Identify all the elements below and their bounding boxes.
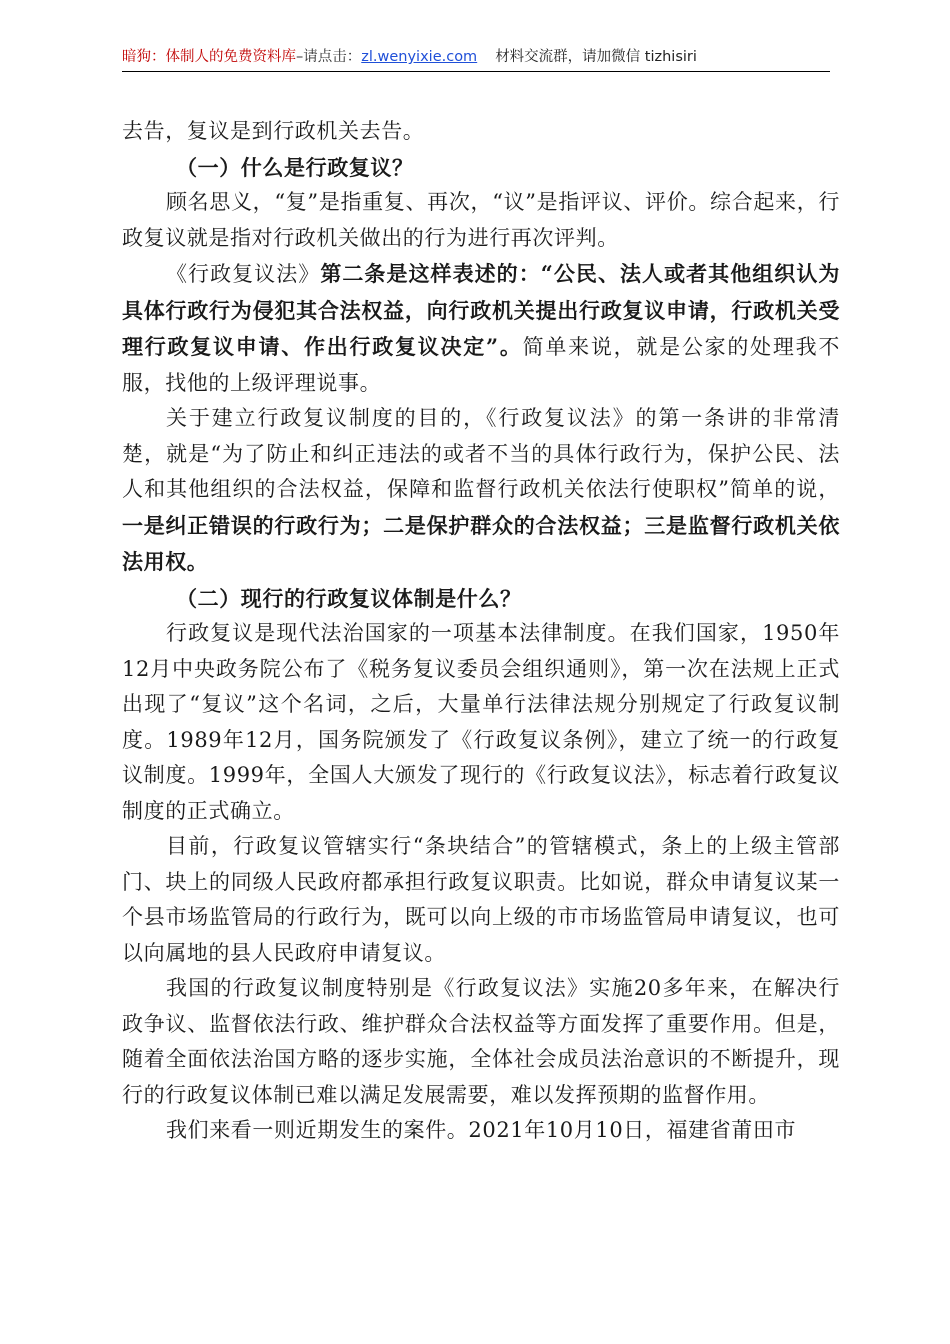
- section-heading-1: （一）什么是行政复议？: [176, 154, 414, 180]
- law-quote-bold: 第二条是这样表述的：“公民、法人或者其他组织认为具体行政行为侵犯其合法权益，向行政机关提出行政复议申请，行政机关受理行政复议申请、作出行政复议决定”。: [122, 261, 840, 359]
- page-header: [122, 44, 822, 70]
- law-title-text: 《行政复议法》: [166, 262, 321, 286]
- purpose-bold: 一是纠正错误的行政行为；二是保护群众的合法权益；三是监督行政机关依法用权。: [122, 512, 840, 574]
- document-body: [122, 114, 840, 1149]
- paragraph-purpose: [122, 401, 840, 581]
- paragraph-definition: 顾名思义，“复”是指重复、再次，“议”是指评议、评价。综合起来，行政复议就是指对行政机关做出的行为进行再次评判。: [122, 190, 840, 250]
- header-brand: 暗狗：体制人的免费资料库: [122, 49, 296, 65]
- law-summary-text: 简单来说，就是公家的处理我不服，找他的上级评理说事。: [122, 335, 840, 395]
- header-separator: –请点击：: [296, 49, 362, 65]
- header-wechat-note: 材料交流群，请加微信 tizhisiri: [495, 49, 697, 65]
- paragraph-continuation: 去告，复议是到行政机关去告。: [122, 119, 425, 143]
- section-heading-2: （二）现行的行政复议体制是什么？: [176, 585, 522, 611]
- paragraph-law-article-2: [122, 256, 840, 401]
- purpose-text: 关于建立行政复议制度的目的，《行政复议法》的第一条讲的非常清楚，就是“为了防止和纠正违法的或者不当的具体行政行为，保护公民、法人和其他组织的合法权益，保障和监督行政机关依法行使职权”简单的说，: [122, 406, 840, 501]
- paragraph-history: 行政复议是现代法治国家的一项基本法律制度。在我们国家，1950年12月中央政务院公布了《税务复议委员会组织通则》，第一次在法规上正式出现了“复议”这个名词，之后，大量单行法律法规分别规定了行政复议制度。1989年12月，国务院颁发了《行政复议条例》，建立了统一的行政复议制度。1999年，全国人大颁发了现行的《行政复议法》，标志着行政复议制度的正式确立。: [122, 621, 840, 823]
- header-divider: [122, 71, 830, 72]
- paragraph-jurisdiction: 目前，行政复议管辖实行“条块结合”的管辖模式，条上的上级主管部门、块上的同级人民政府都承担行政复议职责。比如说，群众申请复议某一个县市场监管局的行政行为，既可以向上级的市市场监管局申请复议，也可以向属地的县人民政府申请复议。: [122, 834, 840, 965]
- paragraph-case-intro: 我们来看一则近期发生的案件。2021年10月10日，福建省莆田市: [166, 1118, 797, 1142]
- header-link[interactable]: zl.wenyixie.com: [361, 49, 478, 65]
- paragraph-current-issues: 我国的行政复议制度特别是《行政复议法》实施20多年来，在解决行政争议、监督依法行政、维护群众合法权益等方面发挥了重要作用。但是，随着全面依法治国方略的逐步实施，全体社会成员法治意识的不断提升，现行的行政复议体制已难以满足发展需要，难以发挥预期的监督作用。: [122, 976, 840, 1107]
